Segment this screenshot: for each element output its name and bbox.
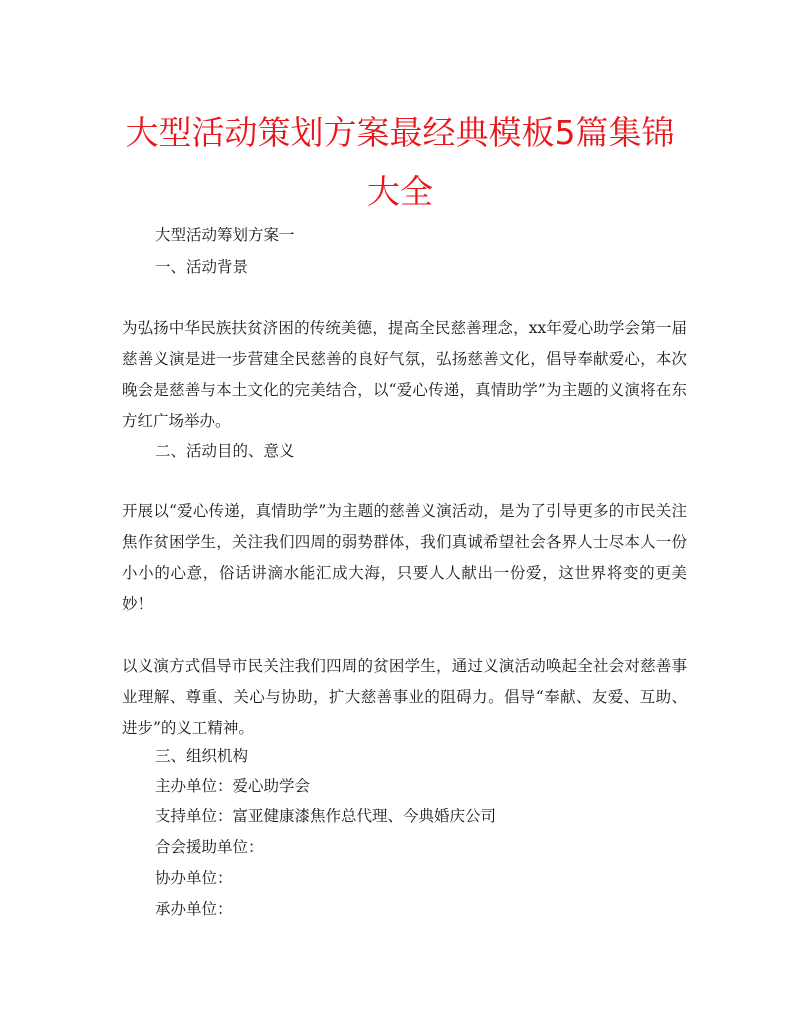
section-heading-organization: 三、组织机构 [155, 747, 249, 765]
organizer-line: 主办单位：爱心助学会 [155, 777, 311, 795]
plan-subtitle: 大型活动筹划方案一 [155, 226, 295, 244]
section-heading-purpose: 二、活动目的、意义 [155, 442, 295, 460]
undertaker-line: 承办单位： [155, 900, 233, 918]
co-sponsor-line: 合会援助单位： [155, 838, 264, 856]
co-organizer-line: 协办单位： [155, 869, 233, 887]
supporter-line: 支持单位：富亚健康漆焦作总代理、今典婚庆公司 [155, 807, 497, 825]
background-paragraph: 为弘扬中华民族扶贫济困的传统美德，提高全民慈善理念，xx年爱心助学会第一届慈善义演是进一步营建全民慈善的良好气氛，弘扬慈善文化，倡导奉献爱心，本次晚会是慈善与本土文化的完美结合，以“爱心传递，真情助学”为主题的义演将在东方红广场举办。 [122, 319, 687, 430]
section-heading-background: 一、活动背景 [155, 258, 249, 276]
purpose-paragraph-1: 开展以“爱心传递，真情助学”为主题的慈善义演活动，是为了引导更多的市民关注焦作贫困学生，关注我们四周的弱势群体，我们真诚希望社会各界人士尽本人一份小小的心意，俗话讲滴水能汇成大海，只要人人献出一份爱，这世界将变的更美妙！ [122, 502, 687, 613]
purpose-paragraph-2: 以义演方式倡导市民关注我们四周的贫困学生，通过义演活动唤起全社会对慈善事业理解、尊重、关心与协助，扩大慈善事业的阻碍力。倡导“奉献、友爱、互助、进步”的义工精神。 [122, 657, 687, 737]
document-title: 大型活动策划方案最经典模板5篇集锦大全 [125, 113, 675, 211]
